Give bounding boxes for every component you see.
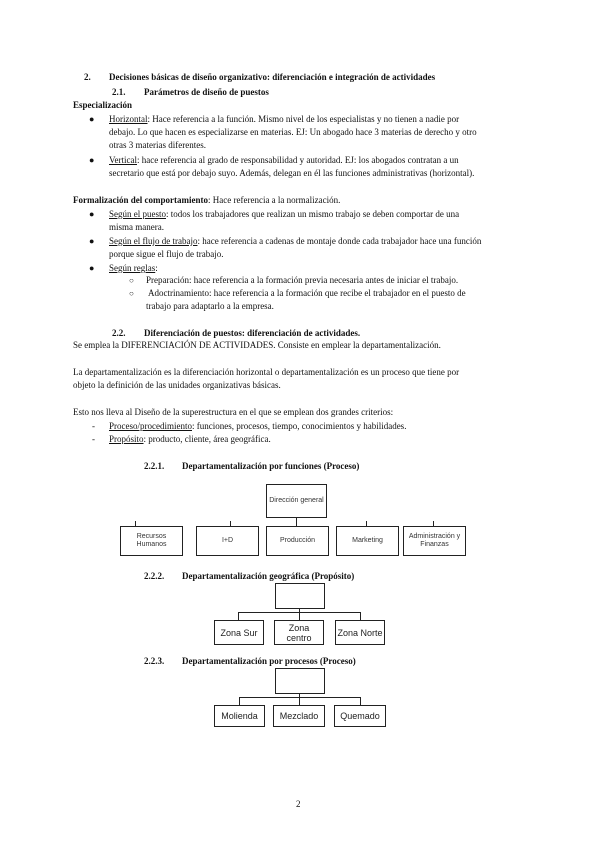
section-2-2-title: Diferenciación de puestos [144,328,242,338]
section-2-number: 2. [84,72,91,82]
box-direccion-general: Dirección general [266,484,327,518]
section-2-title: Decisiones básicas de diseño organizativo [109,72,268,82]
formalizacion-intro: : Hace referencia a la normalización. [207,195,341,205]
box-zona-sur: Zona Sur [214,620,264,645]
term-segun-reglas: Según reglas [109,263,156,273]
reglas-line-1: : [155,263,158,273]
connector-line [299,697,300,705]
adoctrinamiento-line-2: trabajo para adaptarlo a la empresa. [146,301,274,311]
criterion-proceso [109,421,406,432]
box-quemado: Quemado [334,705,386,727]
box-zona-centro: Zona centro [274,620,324,645]
criterion-proceso-text: : funciones, procesos, tiempo, conocimientos y habilidades. [191,421,407,431]
formalizacion-reglas [109,263,158,274]
paragraph-3: Esto nos lleva al Diseño de la superestructura en el que se emplean dos grandes criterios: [73,407,394,417]
section-2-1-number: 2.1. [112,87,126,97]
circle-bullet-icon: ○ [129,276,134,285]
especializacion-horizontal [109,114,528,125]
bullet-icon: ● [89,263,95,273]
criterion-proposito-text: : producto, cliente, área geográfica. [143,434,271,444]
box-top-procesos [275,668,325,694]
section-2-heading [109,72,435,83]
box-top-geografica [275,583,325,609]
especializacion-heading: Especialización [73,100,132,110]
section-2-subtitle: : diferenciación e integración de actividades [267,72,436,82]
section-2-1-title: Parámetros de diseño de puestos [144,87,269,97]
section-2-2-2-number: 2.2.2. [144,571,165,581]
formalizacion-heading: Formalización del comportamiento [73,195,208,205]
vertical-line-1: : hace referencia al grado de responsabilidad y autoridad. EJ: los abogados contratan a un [136,155,459,165]
box-produccion: Producción [266,526,329,556]
adoctrinamiento-line-1: Adoctrinamiento: hace referencia a la formación que recibe el trabajador en el puesto de [148,288,466,298]
section-2-2-1-number: 2.2.1. [144,461,165,471]
section-2-2-1-title: Departamentalización por funciones (Proceso) [182,461,360,471]
preparacion-line-1: Preparación: hace referencia a la formación previa necesaria antes de iniciar el trabajo. [146,275,459,285]
section-2-2-title-end: . [357,328,361,338]
term-horizontal: Horizontal [109,114,148,124]
box-i-d: I+D [196,526,259,556]
bullet-icon: ● [89,236,95,246]
connector-line [238,612,239,620]
paragraph-2-line-1: La departamentalización es la diferenciación horizontal o departamentalización es un proceso que tiene por [73,367,460,377]
bullet-icon: ● [89,155,95,165]
dash-icon: - [92,421,95,431]
page-number: 2 [296,799,301,809]
section-2-2-title-2: : diferenciación de actividades [241,328,358,338]
box-recursos-humanos: Recursos Humanos [120,526,183,556]
bullet-icon: ● [89,209,95,219]
section-2-2-3-title: Departamentalización por procesos (Proceso) [182,656,356,666]
term-proceso: Proceso/procedimiento [109,421,192,431]
circle-bullet-icon: ○ [129,289,134,298]
connector-line [360,697,361,705]
horizontal-line-3: otras 3 materias diferentes. [109,140,206,150]
bullet-icon: ● [89,114,95,124]
connector-line [299,612,300,620]
puesto-line-2: misma manera. [109,222,164,232]
section-2-2-3-number: 2.2.3. [144,656,165,666]
section-2-2-heading [144,328,360,339]
paragraph-1: Se emplea la DIFERENCIACIÓN DE ACTIVIDADES. Consiste en emplear la departamentalización. [73,340,441,350]
vertical-line-2: secretario que está por debajo suyo. Además, delegan en él las funciones administrativas (horizontal). [109,168,475,178]
box-marketing: Marketing [336,526,399,556]
box-mezclado: Mezclado [273,705,325,727]
puesto-line-1: : todos los trabajadores que realizan un mismo trabajo se deben comportar de una [166,209,460,219]
section-2-2-2-title: Departamentalización geográfica (Propósito) [182,571,355,581]
box-zona-norte: Zona Norte [335,620,385,645]
formalizacion-puesto [109,209,459,220]
criterion-proposito [109,434,271,445]
especializacion-vertical [109,155,459,166]
formalizacion-heading-line [73,195,340,206]
connector-line [360,612,361,620]
term-segun-flujo: Según el flujo de trabajo [109,236,198,246]
box-molienda: Molienda [214,705,265,727]
flujo-line-1: : hace referencia a cadenas de montaje donde cada trabajador hace una función [197,236,482,246]
connector-line [239,697,240,705]
section-2-2-number: 2.2. [112,328,126,338]
box-administracion-finanzas: Administración y Finanzas [403,526,466,556]
formalizacion-flujo [109,236,481,247]
horizontal-line-1: : Hace referencia a la función. Mismo nivel de los especialistas y no tienen a nadie por [147,114,460,124]
term-proposito: Propósito [109,434,144,444]
term-vertical: Vertical [109,155,137,165]
paragraph-2-line-2: objeto la definición de las unidades organizativas básicas. [73,380,281,390]
dash-icon: - [92,434,95,444]
flujo-line-2: porque sigue el flujo de trabajo. [109,249,224,259]
connector-line [239,697,361,698]
term-segun-puesto: Según el puesto [109,209,166,219]
horizontal-line-2: debajo. Lo que hacen es especializarse en materias. EJ: Un abogado hace 3 materias de derecho y otro [109,127,477,137]
